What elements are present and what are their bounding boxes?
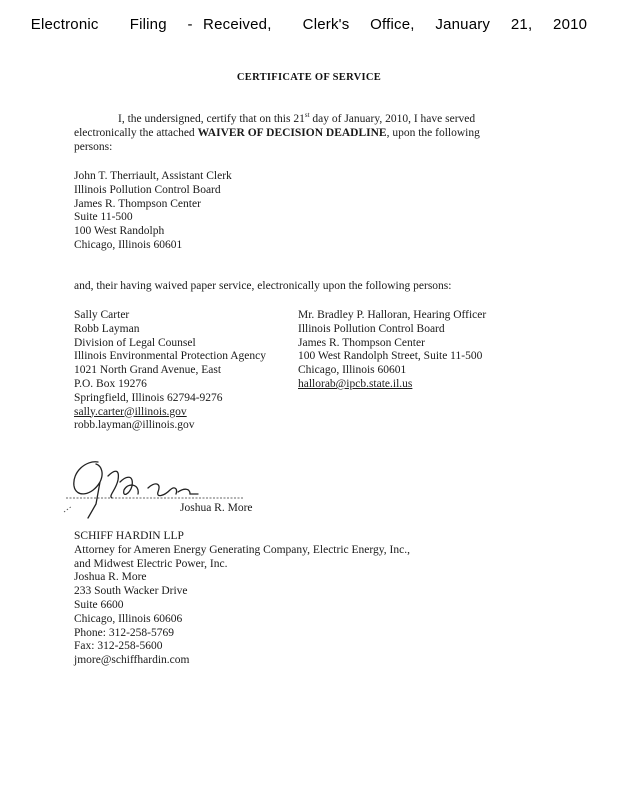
service-right-line: Chicago, Illinois 60601 <box>298 364 407 377</box>
firm-line: 233 South Wacker Drive <box>74 585 188 598</box>
filing-stamp-header: Electronic Filing - Received, Clerk's Office, January 21, 2010 <box>30 16 588 33</box>
email-link-hallorab[interactable]: hallorab@ipcb.state.il.us <box>298 377 413 390</box>
clerk-address-line: John T. Therriault, Assistant Clerk <box>74 170 232 182</box>
firm-line: Chicago, Illinois 60606 <box>74 612 183 625</box>
service-right-line: Illinois Pollution Control Board <box>298 322 445 335</box>
service-left-line: Robb Layman <box>74 322 140 335</box>
service-left-line: Sally Carter <box>74 309 130 321</box>
email-jmore[interactable]: jmore@schiffhardin.com <box>74 654 190 667</box>
clerk-address-line: Chicago, Illinois 60601 <box>74 238 183 251</box>
service-list-right <box>298 309 486 392</box>
firm-line: Phone: 312-258-5769 <box>74 626 174 639</box>
clerk-address-line: Suite 11-500 <box>74 211 133 224</box>
service-left-line: Illinois Environmental Protection Agency <box>74 350 266 363</box>
firm-line: Joshua R. More <box>74 571 147 584</box>
clerk-address-line: Illinois Pollution Control Board <box>74 183 221 196</box>
certificate-title: CERTIFICATE OF SERVICE <box>236 72 382 83</box>
clerk-address-line: James R. Thompson Center <box>74 197 201 210</box>
ordinal-suffix: st <box>304 111 310 120</box>
document-name: WAIVER OF DECISION DEADLINE <box>197 126 387 139</box>
service-left-line: Division of Legal Counsel <box>74 336 196 349</box>
firm-line: and Midwest Electric Power, Inc. <box>74 557 228 570</box>
waived-service-line: and, their having waived paper service, electronically upon the following persons: <box>74 280 452 292</box>
service-right-line: 100 West Randolph Street, Suite 11-500 <box>298 350 483 363</box>
certification-text-2: day of January, 2010, I have served electronically the attached <box>74 113 476 139</box>
service-list-left <box>74 309 266 433</box>
service-right-line: James R. Thompson Center <box>298 336 425 349</box>
service-left-line: P.O. Box 19276 <box>74 377 147 390</box>
service-right-line: Mr. Bradley P. Halloran, Hearing Officer <box>298 309 487 321</box>
firm-line: SCHIFF HARDIN LLP <box>74 530 184 542</box>
service-left-line: 1021 North Grand Avenue, East <box>74 364 222 377</box>
certification-text-3: , upon the following persons: <box>74 126 480 153</box>
firm-signature-block <box>74 530 410 668</box>
service-left-line: Springfield, Illinois 62794-9276 <box>74 391 223 404</box>
certification-paragraph <box>74 113 514 154</box>
clerk-address-block <box>74 170 232 253</box>
firm-line: Attorney for Ameren Energy Generating Company, Electric Energy, Inc., <box>74 543 410 556</box>
certification-text-1: I, the undersigned, certify that on this 21 <box>118 113 305 125</box>
firm-line: Fax: 312-258-5600 <box>74 640 163 653</box>
clerk-address-line: 100 West Randolph <box>74 225 165 238</box>
signer-name: Joshua R. More <box>180 502 253 514</box>
firm-line: Suite 6600 <box>74 598 124 611</box>
handwritten-signature <box>58 452 258 532</box>
email-robb-layman[interactable]: robb.layman@illinois.gov <box>74 419 195 432</box>
email-link-sally-carter[interactable]: sally.carter@illinois.gov <box>74 405 187 418</box>
